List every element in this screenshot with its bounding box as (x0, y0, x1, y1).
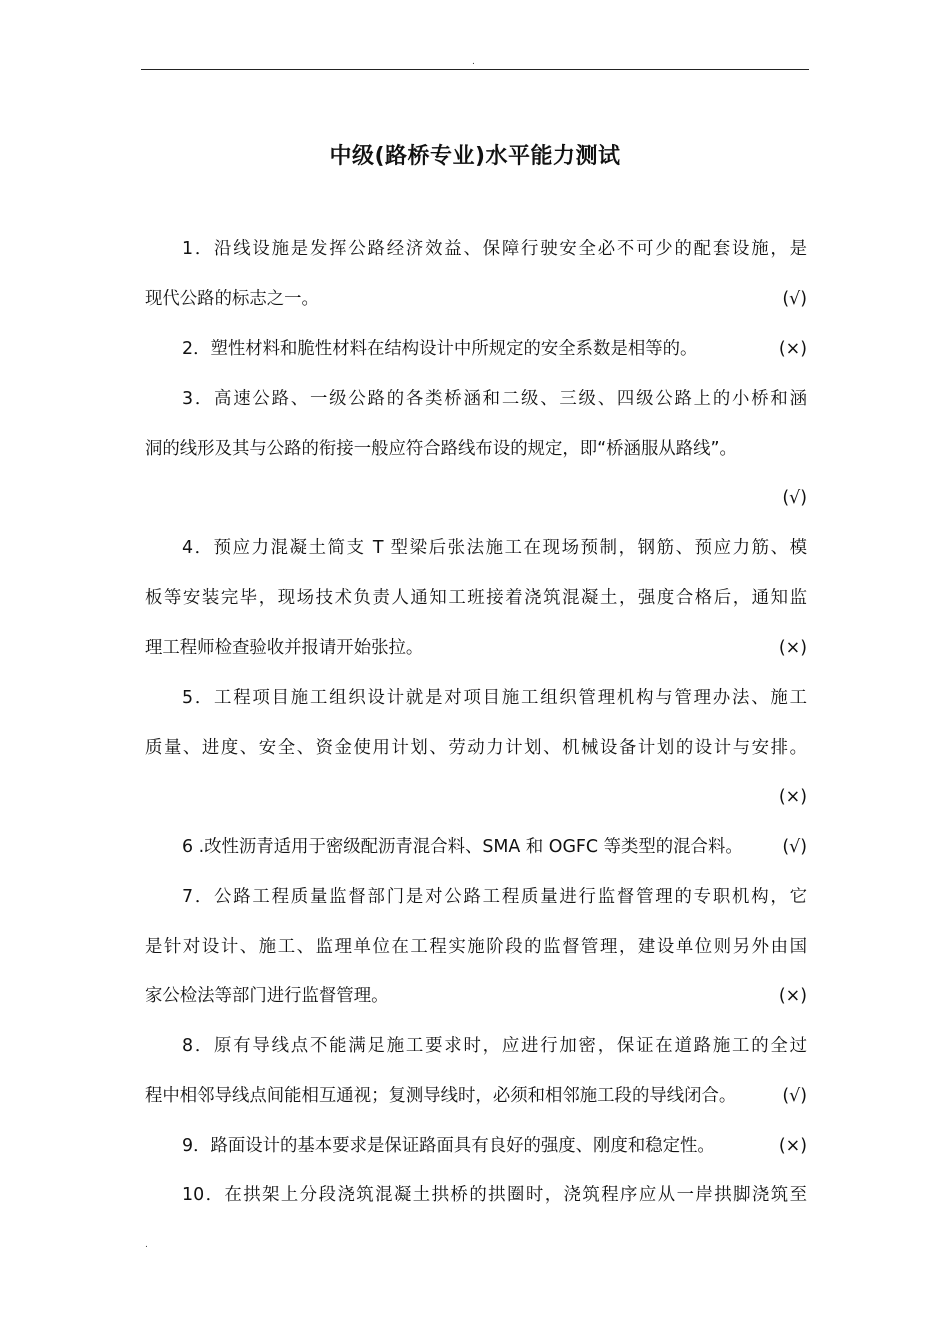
question-6-answer: (√) (782, 837, 807, 857)
question-4-line-2 (145, 583, 807, 613)
page-title: 中级(路桥专业)水平能力测试 (329, 144, 621, 169)
question-5-line-1 (182, 683, 807, 713)
question-5-text-2: 质量、进度、安全、资金使用计划、劳动力计划、机械设备计划的设计与安排。 (145, 738, 807, 758)
question-1-text-2: 现代公路的标志之一。 (145, 289, 319, 309)
question-6-line-1 (182, 832, 807, 862)
question-8-line-2 (145, 1081, 807, 1111)
question-10-text-1: 10．在拱架上分段浇筑混凝土拱桥的拱圈时，浇筑程序应从一岸拱脚浇筑至 (182, 1185, 807, 1205)
question-9-answer: (×) (778, 1136, 807, 1156)
question-4-text-3: 理工程师检查验收并报请开始张拉。 (145, 638, 424, 658)
question-2-answer: (×) (778, 339, 807, 359)
question-1-answer: (√) (782, 289, 807, 309)
question-3-line-2 (145, 434, 807, 464)
question-3-text-1: 3．高速公路、一级公路的各类桥涵和二级、三级、四级公路上的小桥和涵 (182, 389, 807, 409)
question-4-text-1: 4．预应力混凝土简支 T 型梁后张法施工在现场预制，钢筋、预应力筋、模 (182, 538, 807, 558)
question-2-text-1: 2．塑性材料和脆性材料在结构设计中所规定的安全系数是相等的。 (182, 339, 698, 359)
question-7-answer: (×) (778, 986, 807, 1006)
question-4-text-2: 板等安装完毕，现场技术负责人通知工班接着浇筑混凝土，强度合格后，通知监 (145, 588, 807, 608)
question-3-line-1 (182, 384, 807, 414)
question-5-line-2 (145, 733, 807, 763)
question-5-answer-line (145, 782, 807, 812)
question-5-answer: (×) (778, 787, 807, 807)
question-7-line-1 (182, 882, 807, 912)
question-7-line-3 (145, 981, 807, 1011)
question-8-text-2: 程中相邻导线点间能相互通视；复测导线时，必须和相邻施工段的导线闭合。 (145, 1086, 737, 1106)
question-8-line-1 (182, 1031, 807, 1061)
question-4-line-1 (182, 533, 807, 563)
footer-dot: . (145, 1240, 148, 1250)
question-4-line-3 (145, 633, 807, 663)
question-10-line-1 (182, 1180, 807, 1210)
question-3-answer-line (145, 483, 807, 513)
question-9-line-1 (182, 1131, 807, 1161)
question-2-line-1 (182, 334, 807, 364)
header-rule (141, 69, 809, 70)
question-9-text-1: 9．路面设计的基本要求是保证路面具有良好的强度、刚度和稳定性。 (182, 1136, 715, 1156)
question-4-answer: (×) (778, 638, 807, 658)
question-7-text-3: 家公检法等部门进行监督管理。 (145, 986, 389, 1006)
question-3-text-2: 洞的线形及其与公路的衔接一般应符合路线布设的规定，即“桥涵服从路线”。 (145, 439, 737, 459)
question-3-answer: (√) (782, 488, 807, 508)
question-6-text-1: 6 .改性沥青适用于密级配沥青混合料、SMA 和 OGFC 等类型的混合料。 (182, 837, 743, 857)
question-5-text-1: 5．工程项目施工组织设计就是对项目施工组织管理机构与管理办法、施工 (182, 688, 807, 708)
question-7-text-1: 7．公路工程质量监督部门是对公路工程质量进行监督管理的专职机构，它 (182, 887, 807, 907)
question-7-text-2: 是针对设计、施工、监理单位在工程实施阶段的监督管理，建设单位则另外由国 (145, 937, 807, 957)
question-1-line-2 (145, 284, 807, 314)
question-8-text-1: 8．原有导线点不能满足施工要求时，应进行加密，保证在道路施工的全过 (182, 1036, 807, 1056)
question-1-line-1 (182, 234, 807, 264)
header-dot: . (472, 57, 475, 67)
question-7-line-2 (145, 932, 807, 962)
question-1-text-1: 1．沿线设施是发挥公路经济效益、保障行驶安全必不可少的配套设施，是 (182, 239, 807, 259)
question-8-answer: (√) (782, 1086, 807, 1106)
